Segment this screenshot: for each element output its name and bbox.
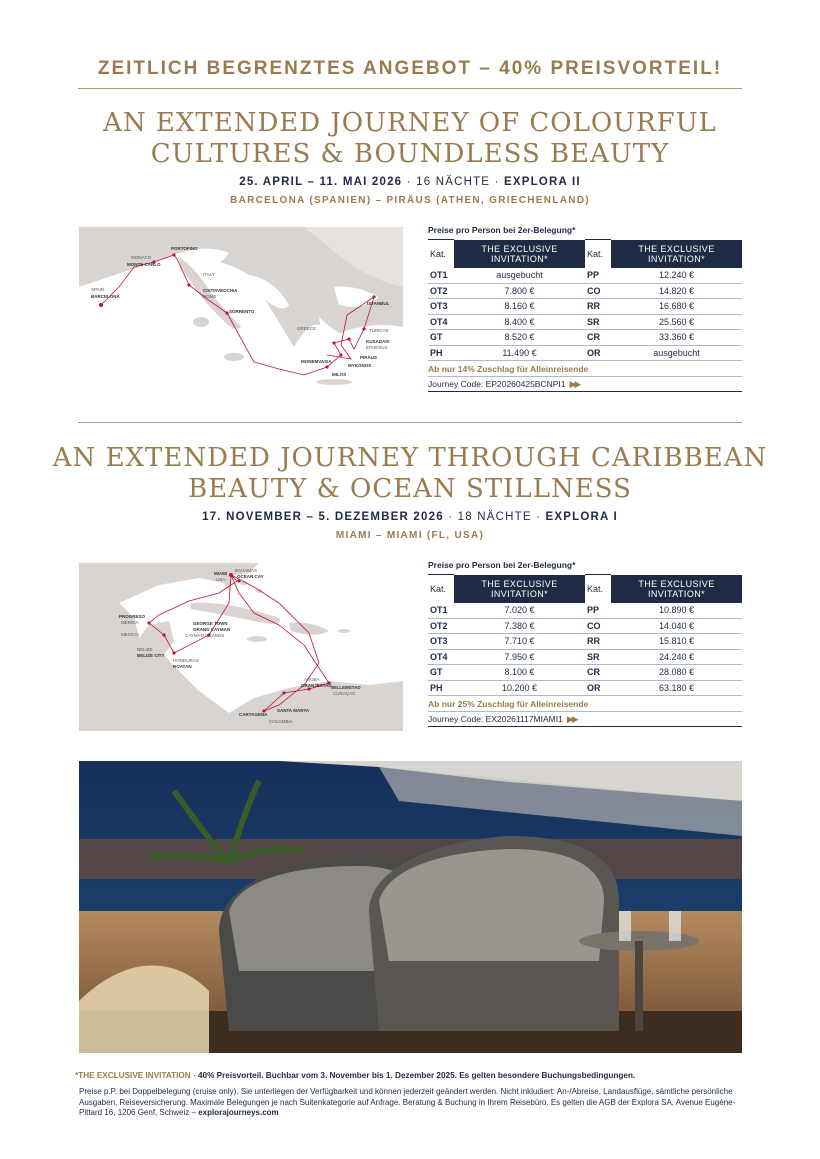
exclusive-header-line2: INVITATION* (490, 588, 549, 599)
map-label-turkiye: TÜRKIYE (369, 328, 389, 333)
category-code: PP (585, 268, 611, 284)
cruise1-route: BARCELONA (SPANIEN) – PIRÄUS (ATHEN, GRIECHENLAND) (230, 195, 590, 206)
kat-header: Kat. (585, 240, 611, 268)
price-value: 63.180 € (611, 680, 742, 696)
map-label-sorrento: SORRENTO (229, 309, 255, 314)
map-label-colombia: COLOMBIA (269, 719, 293, 724)
map-label-spain: SPAIN (91, 287, 105, 292)
cruise2-ship: EXPLORA I (545, 511, 618, 523)
table-row (428, 680, 742, 696)
double-arrow-icon[interactable]: ▶▶ (569, 378, 580, 389)
map-label-merida: MÉRIDA (121, 620, 139, 625)
cruise2-price-table (428, 574, 742, 696)
category-code: OT1 (428, 268, 454, 284)
price-table-header (428, 240, 742, 268)
cruise1-title-line1: AN EXTENDED JOURNEY OF COLOURFUL (103, 108, 717, 138)
map-label-belize-city: BELIZE CITY (137, 653, 165, 658)
exclusive-header-line1: THE EXCLUSIVE (638, 243, 715, 254)
map-label-ocean-cay: OCEAN CAY (237, 574, 264, 579)
category-code: OR (585, 680, 611, 696)
exclusive-invitation-label: *THE EXCLUSIVE INVITATION (75, 1071, 191, 1080)
legal-disclaimer (79, 1087, 749, 1119)
cruise1-journey-code[interactable] (428, 377, 742, 392)
cruise2-journey-code[interactable] (428, 712, 742, 727)
map-label-bahamas: BAHAMAS (235, 568, 258, 573)
cruise2-route: MIAMI – MIAMI (FL, USA) (335, 530, 485, 541)
cruise1-nights: · 16 NÄCHTE · (406, 176, 500, 188)
cruise2-price-caption: Preise pro Person bei 2er-Belegung* (428, 560, 576, 570)
map-label-mykonos: MYKONOS (348, 363, 372, 368)
cruise2-map (79, 563, 403, 731)
website-link[interactable]: explorajourneys.com (198, 1108, 279, 1117)
map-label-monemvasia: MONEMVASIA (301, 359, 332, 364)
exclusive-header-line1: THE EXCLUSIVE (638, 578, 715, 589)
price-value: 14.820 € (611, 283, 742, 299)
category-code: GT (428, 665, 454, 681)
offer-terms-line (75, 1071, 755, 1080)
price-value: 15.810 € (611, 634, 742, 650)
map-label-santa-marta: SANTA MARTA (277, 708, 310, 713)
cruise2-single-supplement: Ab nur 25% Zuschlag für Alleinreisende (428, 696, 742, 712)
price-value: 8.520 € (454, 330, 585, 346)
category-code: CR (585, 330, 611, 346)
map-label-istanbul: ISTANBUL (367, 301, 390, 306)
category-code: PH (428, 345, 454, 361)
cruise2-title-line1: AN EXTENDED JOURNEY THROUGH CARIBBEAN (52, 443, 768, 473)
cruise1-map (79, 227, 403, 395)
double-arrow-icon[interactable]: ▶▶ (566, 713, 577, 724)
price-value: 7.380 € (454, 618, 585, 634)
price-value: 14.040 € (611, 618, 742, 634)
exclusive-header (454, 575, 585, 603)
map-label-athens: PIRÄUS (360, 355, 378, 360)
map-label-usa: USA (216, 577, 226, 582)
map-label-italy: ITALY (203, 272, 215, 277)
map-label-honduras: HONDURAS (173, 658, 199, 663)
map-label-milos: MILOS (332, 372, 347, 377)
price-value: 8.160 € (454, 299, 585, 315)
category-code: RR (585, 299, 611, 315)
table-row (428, 299, 742, 315)
map-label-george-town: GEORGE TOWN (193, 621, 228, 626)
disclaimer-body: Preise p.P. bei Doppelbelegung (cruise only). Sie unterliegen der Verfügbarkeit und können jederzeit geändert werden. Nicht inkludiert: An-/Abreise, Landausflüge, sämtliche persönliche Ausgaben, Reiseversicherung. Maximale Belegungen je nach Suitenkategorie auf Anfrage. Beratung & Buchung in Ihrem Reisebüro. Es gelten die AGB der Explora SA, Avenue Eugène-Pittard 16, 1206 Genf, Schweiz – (79, 1087, 736, 1117)
category-code: PP (585, 603, 611, 619)
category-code: OT4 (428, 314, 454, 330)
table-row (428, 330, 742, 346)
cruise2-dates (0, 511, 820, 523)
map-label-ephesus: EPHESUS (366, 345, 388, 350)
price-value: 7.710 € (454, 634, 585, 650)
price-value: 7.950 € (454, 649, 585, 665)
journey-code-text[interactable]: Journey Code: EX20261117MIAMI1 (428, 713, 563, 724)
price-value: 28.080 € (611, 665, 742, 681)
price-value: 10.890 € (611, 603, 742, 619)
exclusive-header (454, 240, 585, 268)
map-label-miami: MIAMI (214, 571, 228, 576)
exclusive-header-line1: THE EXCLUSIVE (481, 578, 558, 589)
exclusive-header-line2: INVITATION* (490, 253, 549, 264)
map-label-cayman-islands: CAYMAN ISLANDS (185, 633, 225, 638)
map-label-rome: ROME (203, 294, 217, 299)
map-label-greece: GREECE (297, 326, 317, 331)
cruise1-dates (0, 176, 820, 188)
price-value: ausgebucht (611, 345, 742, 361)
discount-highlight: 40% Preisvorteil. (197, 1071, 264, 1080)
table-row (428, 665, 742, 681)
exclusive-header-line2: INVITATION* (647, 588, 706, 599)
cruise2-title (0, 443, 820, 505)
offer-headline: ZEITLICH BEGRENZTES ANGEBOT – 40% PREISVORTEIL! (97, 58, 723, 79)
cruise2-title-line2: BEAUTY & OCEAN STILLNESS (188, 474, 632, 504)
category-code: OT3 (428, 634, 454, 650)
divider-top (78, 88, 742, 89)
map-label-monaco: MONACO (131, 255, 152, 260)
table-row (428, 268, 742, 284)
cruise1-price-caption: Preise pro Person bei 2er-Belegung* (428, 225, 576, 235)
price-value: 11.490 € (454, 345, 585, 361)
map-label-aruba: ARUBA (304, 677, 320, 682)
cruise2-date-range: 17. NOVEMBER – 5. DEZEMBER 2026 (202, 511, 444, 523)
deck-lounge-photo (79, 761, 742, 1053)
category-code: GT (428, 330, 454, 346)
cruise1-ship: EXPLORA II (504, 176, 581, 188)
exclusive-header (611, 240, 742, 268)
category-code: OT3 (428, 299, 454, 315)
category-code: RR (585, 634, 611, 650)
category-code: SR (585, 314, 611, 330)
map-label-kusadasi: KUSADASI (366, 339, 390, 344)
price-value: 7.800 € (454, 283, 585, 299)
divider-middle (78, 422, 742, 423)
price-value: 8.400 € (454, 314, 585, 330)
map-label-oranjestad: ORANJESTAD (301, 683, 332, 688)
price-value: 12.240 € (611, 268, 742, 284)
map-label-willemstad: WILLEMSTAD (331, 685, 361, 690)
price-value: 24.240 € (611, 649, 742, 665)
exclusive-header-line2: INVITATION* (647, 253, 706, 264)
kat-header: Kat. (428, 240, 454, 268)
exclusive-header-line1: THE EXCLUSIVE (481, 243, 558, 254)
map-label-grand-cayman: GRAND CAYMAN (193, 627, 231, 632)
map-label-barcelona: BARCELONA (91, 294, 120, 299)
map-label-civitavecchia: CIVITAVECCHIA (203, 288, 238, 293)
category-code: OT1 (428, 603, 454, 619)
cruise1-price-table (428, 239, 742, 361)
map-label-portofino: PORTOFINO (171, 246, 198, 251)
cruise1-title-line2: CULTURES & BOUNDLESS BEAUTY (150, 139, 670, 169)
category-code: OT2 (428, 283, 454, 299)
cruise1-title (0, 108, 820, 170)
kat-header: Kat. (428, 575, 454, 603)
map-label-mexico: MEXICO (121, 632, 139, 637)
table-row (428, 649, 742, 665)
category-code: PH (428, 680, 454, 696)
journey-code-text[interactable]: Journey Code: EP20260425BCNPI1 (428, 378, 566, 389)
price-value: ausgebucht (454, 268, 585, 284)
price-value: 25.560 € (611, 314, 742, 330)
cruise2-price-box (428, 560, 742, 727)
price-table-header (428, 575, 742, 603)
map-label-progreso: PROGRESO (119, 614, 146, 619)
price-value: 10.200 € (454, 680, 585, 696)
category-code: CR (585, 665, 611, 681)
map-label-monte-carlo: MONTE CARLO (127, 262, 161, 267)
map-label-belize: BELIZE (137, 647, 153, 652)
cruise1-price-box (428, 225, 742, 392)
map-label-cartagena: CARTAGENA (239, 712, 268, 717)
category-code: CO (585, 618, 611, 634)
price-value: 33.360 € (611, 330, 742, 346)
map-label-curacao: CURAÇAO (333, 691, 356, 696)
table-row (428, 618, 742, 634)
cruise1-date-range: 25. APRIL – 11. MAI 2026 (239, 176, 403, 188)
map-label-roatan: ROATAN (173, 664, 192, 669)
table-row (428, 283, 742, 299)
cruise1-single-supplement: Ab nur 14% Zuschlag für Alleinreisende (428, 361, 742, 377)
booking-period-terms: Buchbar vom 3. November bis 1. Dezember 2025. Es gelten besondere Buchungsbedingungen. (263, 1071, 636, 1080)
category-code: OT2 (428, 618, 454, 634)
category-code: CO (585, 283, 611, 299)
kat-header: Kat. (585, 575, 611, 603)
price-value: 8.100 € (454, 665, 585, 681)
price-value: 16.680 € (611, 299, 742, 315)
cruise2-nights: · 18 NÄCHTE · (448, 511, 542, 523)
table-row (428, 314, 742, 330)
category-code: SR (585, 649, 611, 665)
category-code: OT4 (428, 649, 454, 665)
table-row (428, 603, 742, 619)
footer-separator: · (190, 1071, 198, 1080)
price-value: 7.020 € (454, 603, 585, 619)
category-code: OR (585, 345, 611, 361)
exclusive-header (611, 575, 742, 603)
table-row (428, 345, 742, 361)
table-row (428, 634, 742, 650)
